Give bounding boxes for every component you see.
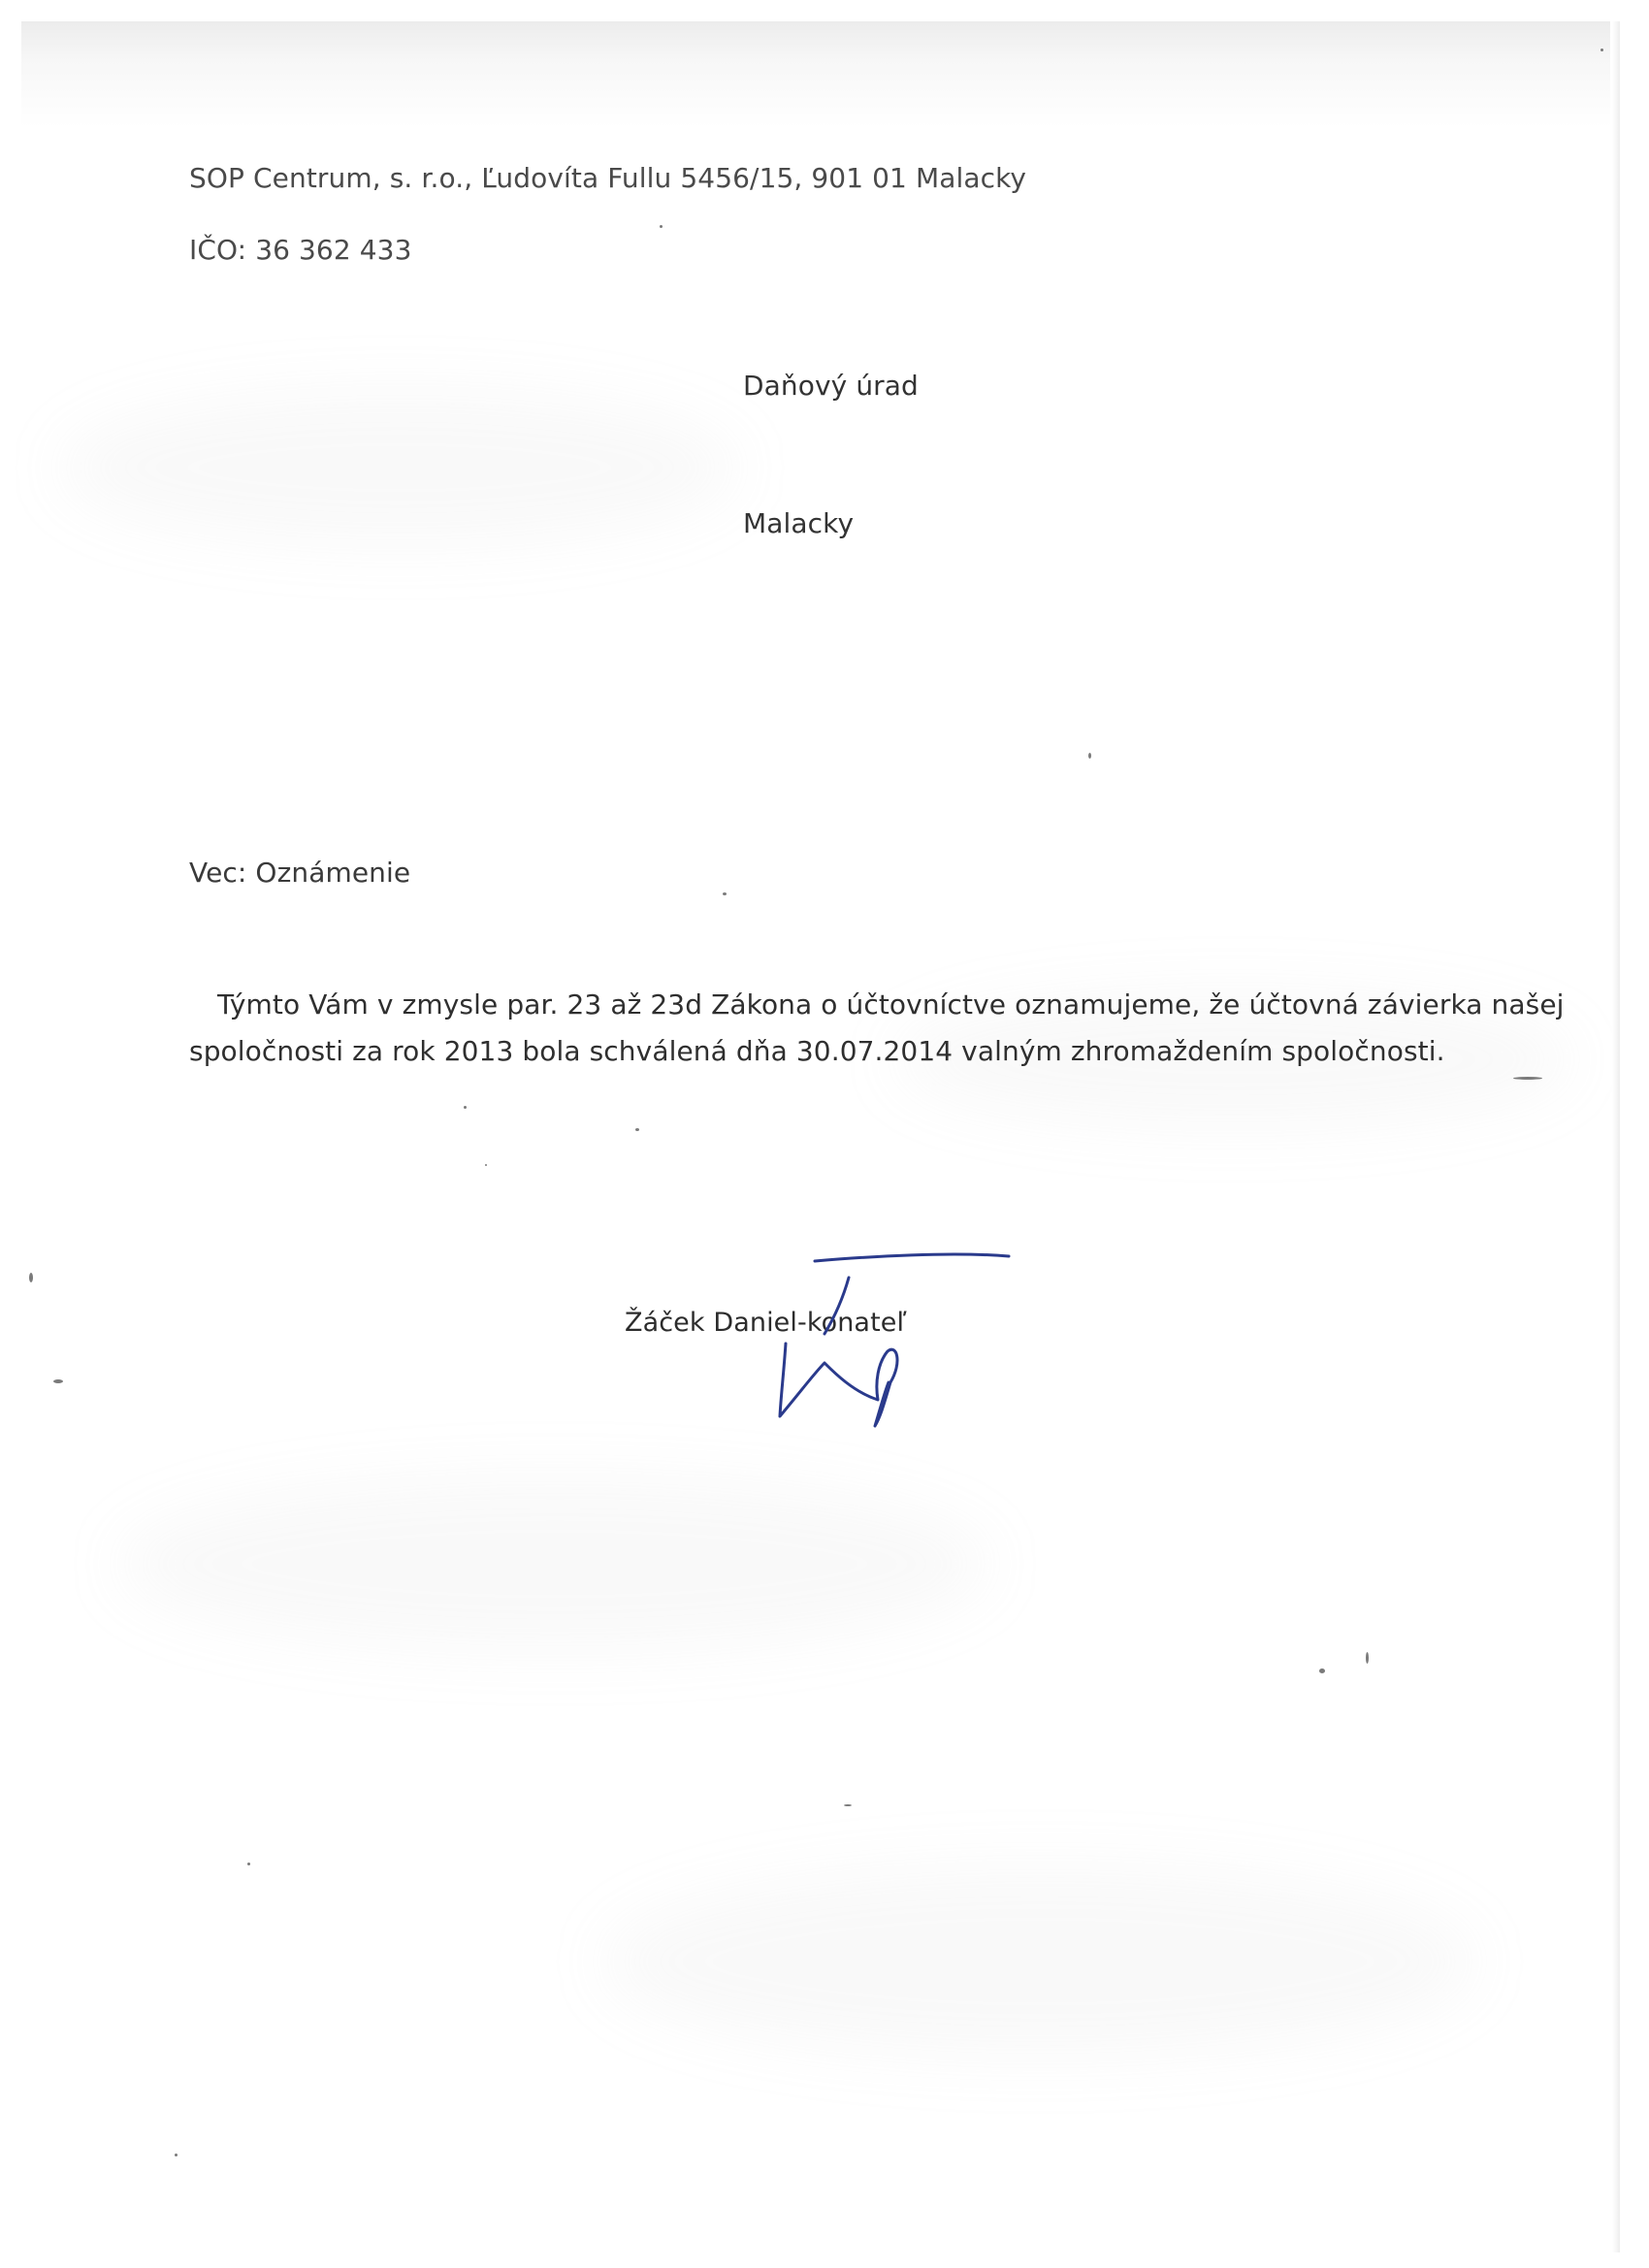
- scan-speck: [635, 1128, 639, 1131]
- scan-speck: [660, 225, 663, 228]
- scan-speck: [723, 892, 727, 895]
- scan-speck: [485, 1164, 487, 1166]
- body-paragraph-line-2: spoločnosti za rok 2013 bola schválená dňa 30.07.2014 valným zhromaždením spoločnosti.: [189, 1035, 1445, 1067]
- scan-speck: [175, 2154, 178, 2156]
- subject-line: Vec: Oznámenie: [189, 857, 411, 889]
- scan-speck: [1088, 753, 1091, 759]
- signatory-name: Žáček Daniel-konateľ: [625, 1308, 907, 1338]
- sender-address: SOP Centrum, s. r.o., Ľudovíta Fullu 5456/15, 901 01 Malacky: [189, 162, 1027, 194]
- handwritten-signature: [766, 1237, 1018, 1431]
- scan-speck: [464, 1106, 467, 1109]
- body-paragraph-line-1: Týmto Vám v zmysle par. 23 až 23d Zákona o účtovníctve oznamujeme, že účtovná závierka našej: [217, 988, 1565, 1021]
- scan-speck: [53, 1379, 63, 1383]
- scan-shade: [603, 1864, 1476, 2058]
- scan-speck: [1513, 1077, 1542, 1080]
- scan-speck: [29, 1273, 33, 1282]
- scan-shade: [60, 390, 739, 545]
- recipient-city: Malacky: [743, 507, 855, 539]
- scan-speck: [1600, 49, 1603, 51]
- page-edge-shadow: [1612, 21, 1620, 2252]
- scan-speck: [1319, 1669, 1325, 1673]
- recipient-office: Daňový úrad: [743, 370, 919, 402]
- company-id: IČO: 36 362 433: [189, 234, 412, 266]
- scan-speck: [844, 1804, 852, 1806]
- scan-shade: [118, 1476, 991, 1651]
- scan-speck: [1366, 1652, 1369, 1664]
- scanned-page: [21, 21, 1610, 2252]
- scan-speck: [247, 1863, 250, 1865]
